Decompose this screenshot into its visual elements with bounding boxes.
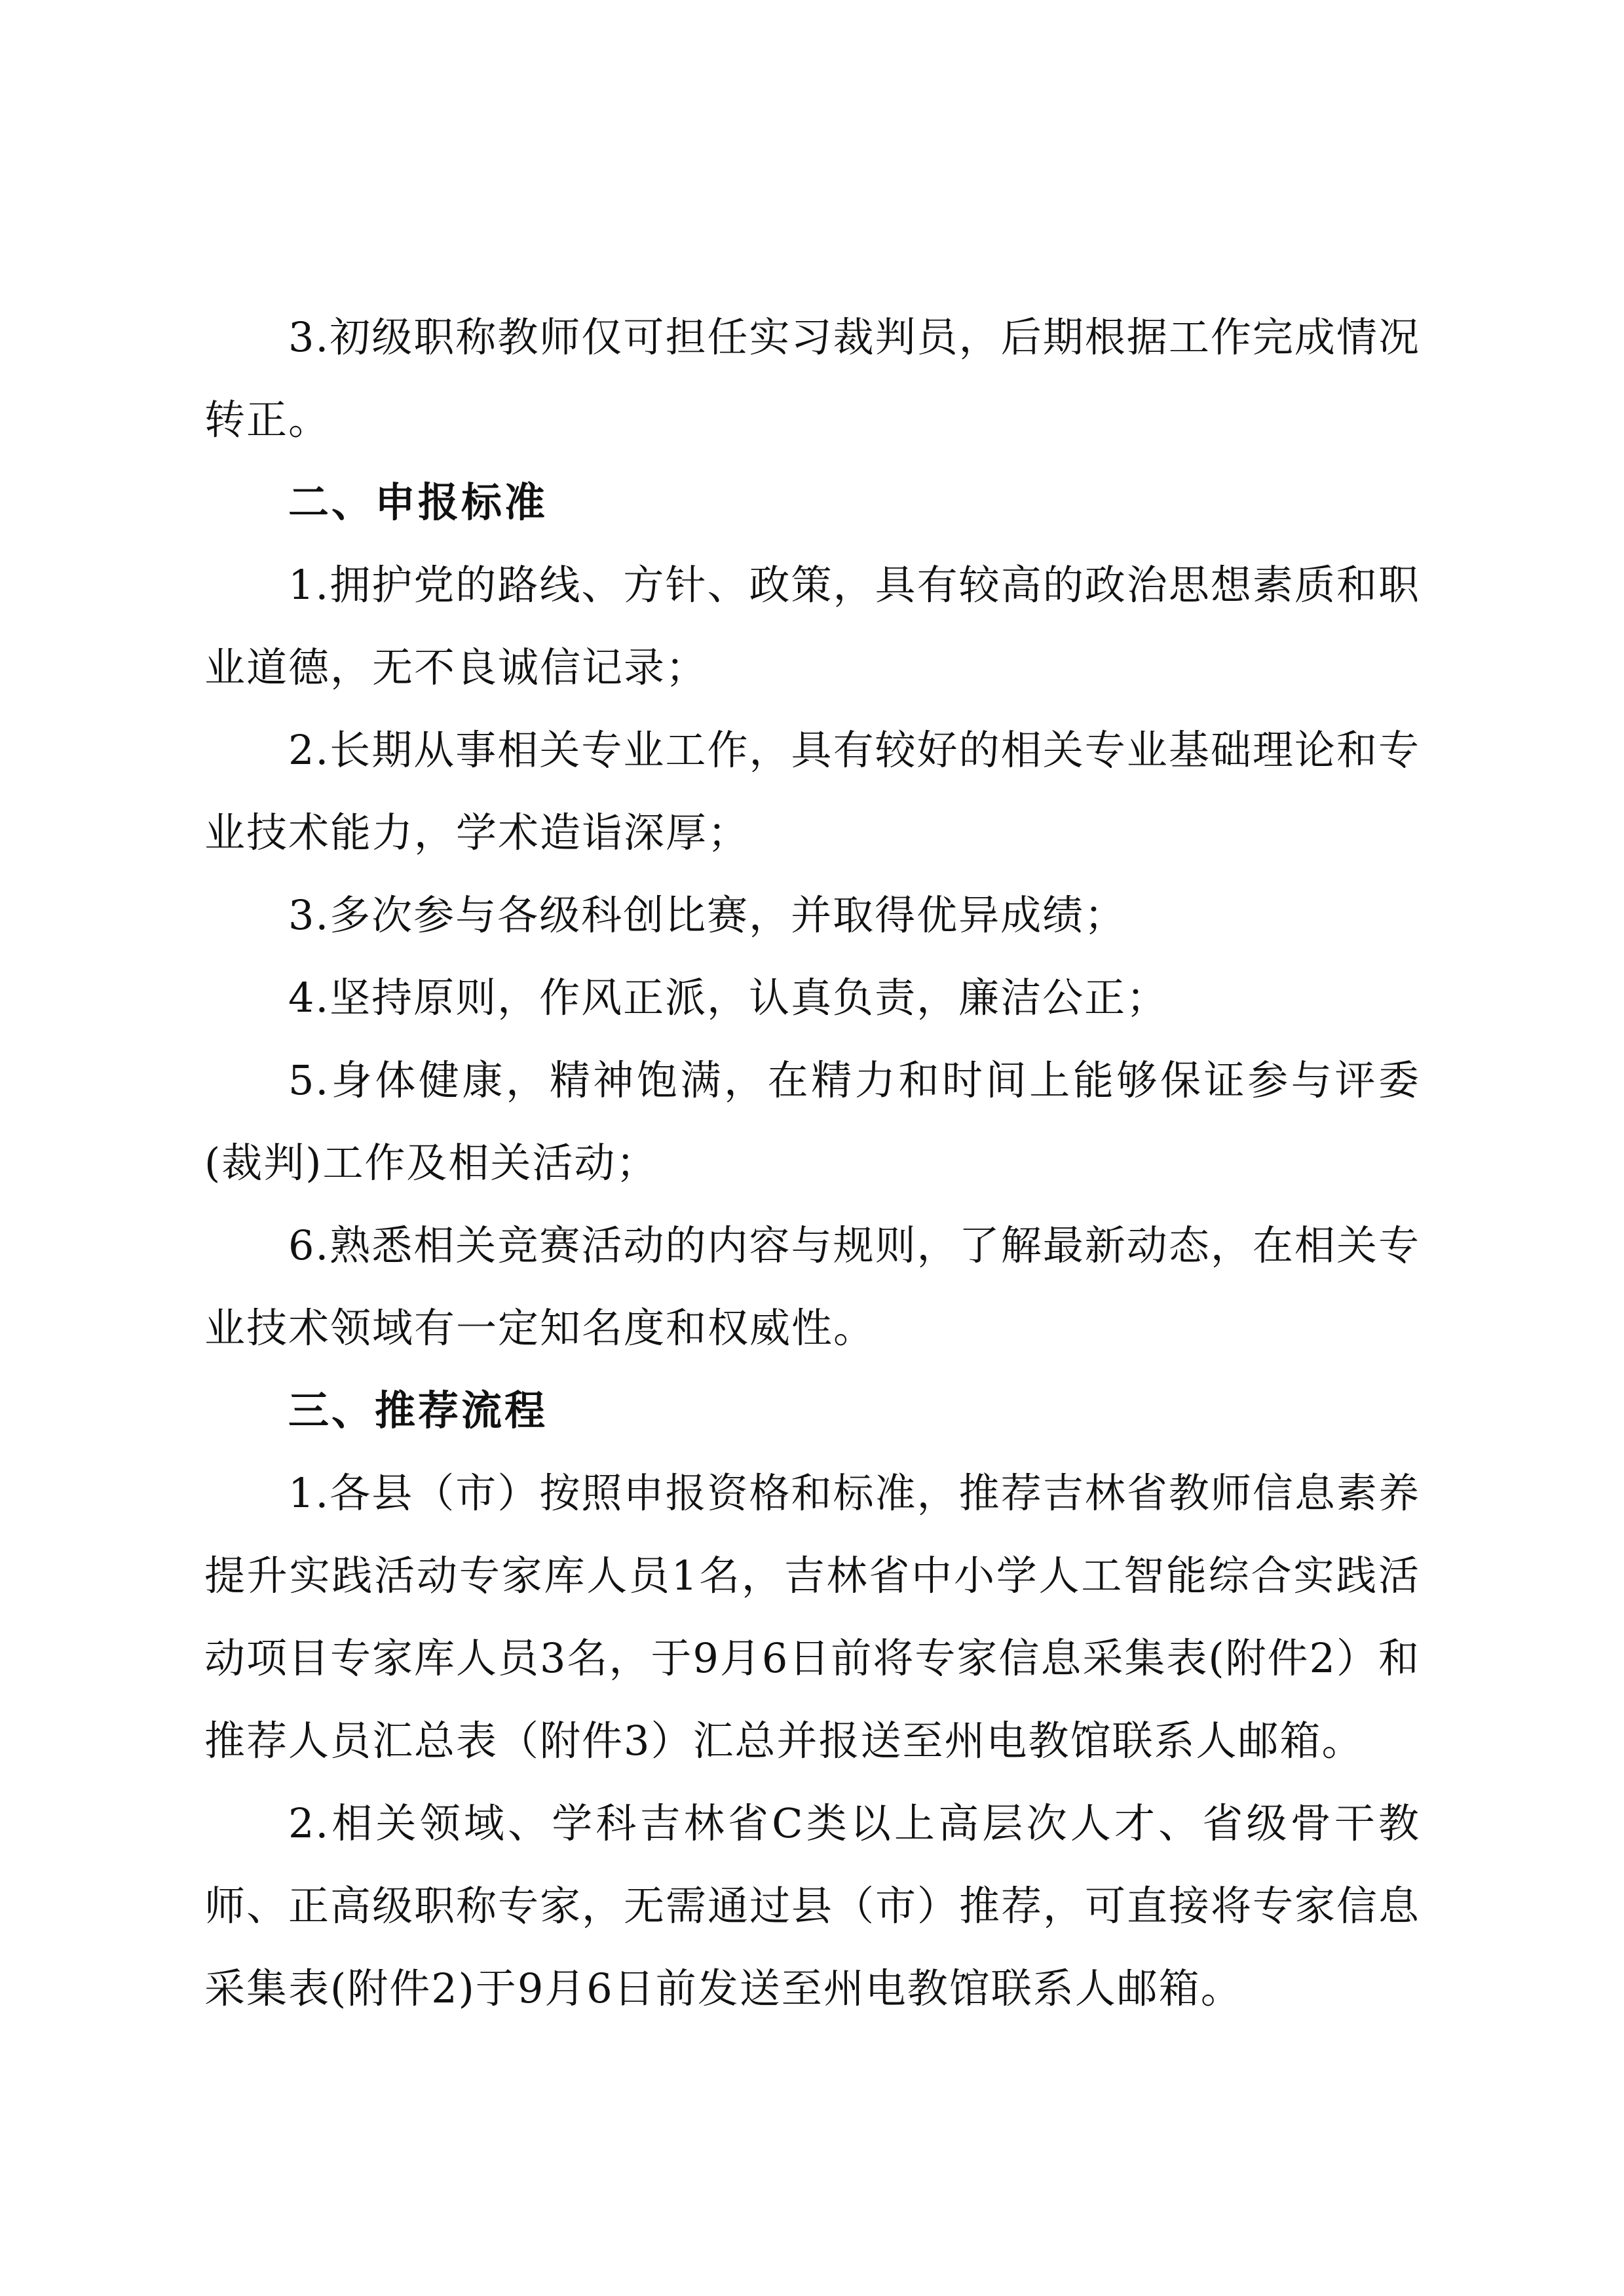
standards-item-5: 5.身体健康，精神饱满，在精力和时间上能够保证参与评委(裁判)工作及相关活动； xyxy=(204,1056,1420,1187)
document-body xyxy=(204,296,1420,2030)
standards-item-4: 4.坚持原则，作风正派，认真负责，廉洁公正； xyxy=(288,974,1169,1022)
standards-item-3: 3.多次参与各级科创比赛，并取得优异成绩； xyxy=(288,891,1127,939)
standards-item-1: 1.拥护党的路线、方针、政策，具有较高的政治思想素质和职业道德，无不良诚信记录； xyxy=(204,561,1420,691)
section-heading-application-standards: 二、申报标准 xyxy=(288,478,548,526)
process-item-1: 1.各县（市）按照申报资格和标准，推荐吉林省教师信息素养提升实践活动专家库人员1名，吉林省中小学人工智能综合实践活动项目专家库人员3名，于9月6日前将专家信息采集表(附件2）和推荐人员汇总表（附件3）汇总并报送至州电教馆联系人邮箱。 xyxy=(204,1469,1420,1765)
process-item-2: 2.相关领域、学科吉林省C类以上高层次人才、省级骨干教师、正高级职称专家，无需通过县（市）推荐，可直接将专家信息采集表(附件2)于9月6日前发送至州电教馆联系人邮箱。 xyxy=(204,1799,1421,2012)
section-heading-recommendation-process: 三、推荐流程 xyxy=(288,1387,548,1434)
standards-item-2: 2.长期从事相关专业工作，具有较好的相关专业基础理论和专业技术能力，学术造诣深厚； xyxy=(204,726,1420,856)
standards-item-6: 6.熟悉相关竞赛活动的内容与规则，了解最新动态，在相关专业技术领域有一定知名度和权威性。 xyxy=(204,1221,1420,1352)
paragraph-item-3-intro: 3.初级职称教师仅可担任实习裁判员，后期根据工作完成情况转正。 xyxy=(204,313,1420,444)
